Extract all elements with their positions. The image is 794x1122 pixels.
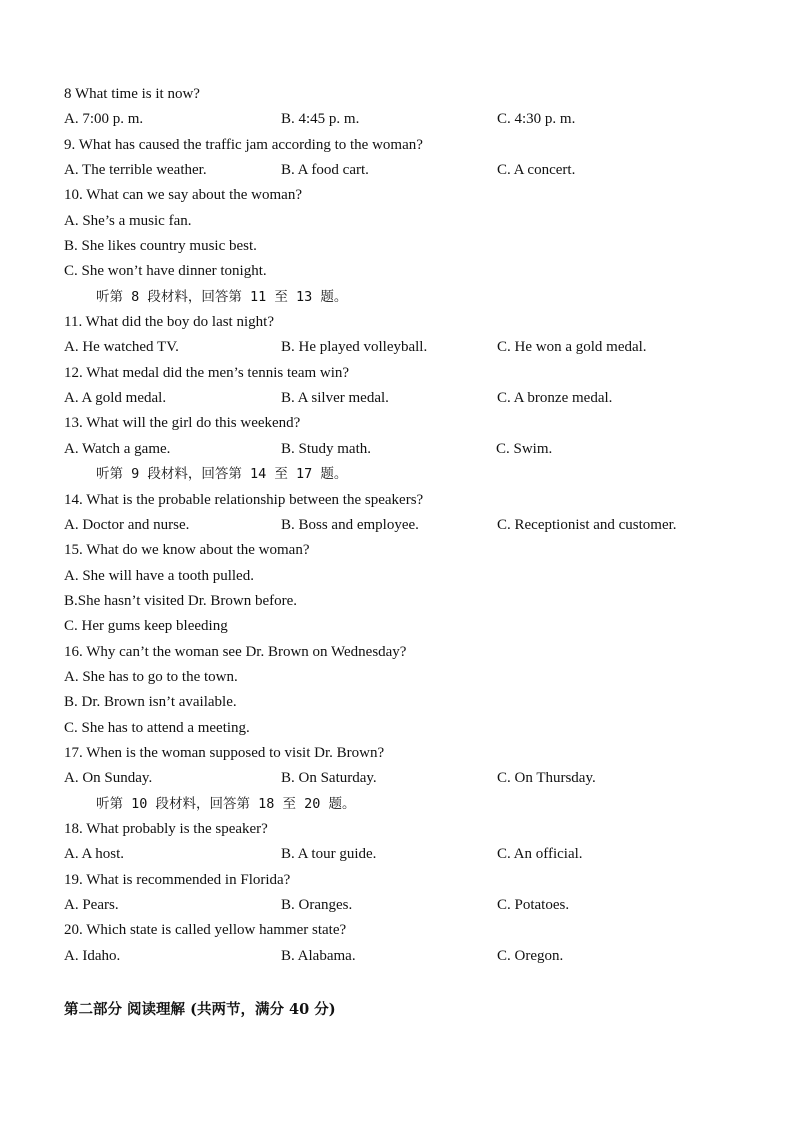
option-b: B. Study math. [281, 440, 372, 457]
option-b: B. He played volleyball. [281, 339, 428, 356]
option-c: C. Oregon. [497, 947, 564, 964]
option-c: C. On Thursday. [497, 770, 596, 787]
options-9 [64, 160, 764, 185]
question-9: 9. What has caused the traffic jam according to the woman? [64, 136, 423, 153]
option-b: B. Dr. Brown isn’t available. [64, 694, 237, 711]
option-a: A. Doctor and nurse. [64, 516, 190, 533]
option-b: B. On Saturday. [281, 770, 377, 787]
question-15: 15. What do we know about the woman? [64, 542, 310, 559]
option-b: B. A tour guide. [281, 846, 377, 863]
question-list [64, 84, 764, 971]
options-8 [64, 109, 764, 134]
option-b: B. A food cart. [281, 162, 369, 179]
option-b: B. Oranges. [281, 897, 353, 913]
option-c: C. A concert. [497, 162, 576, 179]
instruction-passage-9: 听第 9 段材料，回答第 14 至 17 题。 [96, 466, 348, 483]
option-b: B. Alabama. [281, 947, 356, 964]
options-17 [64, 768, 764, 793]
option-b: B. Boss and employee. [281, 516, 419, 533]
option-c: C. She has to attend a meeting. [64, 719, 250, 736]
option-a: A. Pears. [64, 897, 119, 913]
question-10: 10. What can we say about the woman? [64, 187, 302, 204]
option-a: A. A gold medal. [64, 390, 167, 407]
option-c: C. He won a gold medal. [497, 339, 647, 356]
options-18 [64, 844, 764, 869]
question-14: 14. What is the probable relationship between the speakers? [64, 491, 424, 508]
option-a: A. 7:00 p. m. [64, 111, 144, 128]
option-a: A. He watched TV. [64, 339, 179, 356]
options-20 [64, 946, 764, 971]
question-12: 12. What medal did the men’s tennis team win? [64, 364, 350, 381]
options-13 [64, 439, 764, 464]
question-13: 13. What will the girl do this weekend? [64, 415, 301, 432]
options-19 [64, 895, 764, 920]
instruction-passage-10: 听第 10 段材料，回答第 18 至 20 题。 [96, 795, 356, 812]
option-c: C. A bronze medal. [497, 390, 613, 407]
question-8: 8 What time is it now? [64, 86, 200, 102]
section-title: 第二部分 阅读理解 (共两节，满分 40 分) [64, 1001, 336, 1018]
option-c: C. Receptionist and customer. [497, 516, 677, 533]
option-a: A. The terrible weather. [64, 162, 207, 179]
option-b: B. A silver medal. [281, 390, 389, 407]
option-a: A. On Sunday. [64, 770, 153, 787]
question-20: 20. Which state is called yellow hammer state? [64, 922, 347, 939]
question-17: 17. When is the woman supposed to visit Dr. Brown? [64, 744, 385, 761]
option-c: C. 4:30 p. m. [497, 111, 576, 128]
question-11: 11. What did the boy do last night? [64, 314, 274, 331]
question-19: 19. What is recommended in Florida? [64, 871, 291, 888]
options-12 [64, 388, 764, 413]
option-a: A. She’s a music fan. [64, 212, 192, 229]
option-c: C. Potatoes. [497, 897, 570, 913]
option-a: A. She will have a tooth pulled. [64, 567, 254, 584]
option-a: A. A host. [64, 846, 125, 863]
question-18: 18. What probably is the speaker? [64, 820, 268, 837]
option-b: B. She likes country music best. [64, 238, 257, 255]
option-a: A. Watch a game. [64, 440, 171, 457]
instruction-passage-8: 听第 8 段材料，回答第 11 至 13 题。 [96, 288, 348, 305]
option-c: C. Swim. [496, 440, 553, 457]
option-a: A. She has to go to the town. [64, 668, 238, 685]
option-b: B.She hasn’t visited Dr. Brown before. [64, 592, 298, 609]
option-c: C. Her gums keep bleeding [64, 618, 228, 635]
option-b: B. 4:45 p. m. [281, 111, 360, 128]
option-c: C. An official. [497, 846, 583, 863]
option-a: A. Idaho. [64, 947, 121, 964]
option-c: C. She won’t have dinner tonight. [64, 263, 267, 280]
question-16: 16. Why can’t the woman see Dr. Brown on Wednesday? [64, 643, 407, 660]
options-11 [64, 337, 764, 362]
options-14 [64, 515, 764, 540]
